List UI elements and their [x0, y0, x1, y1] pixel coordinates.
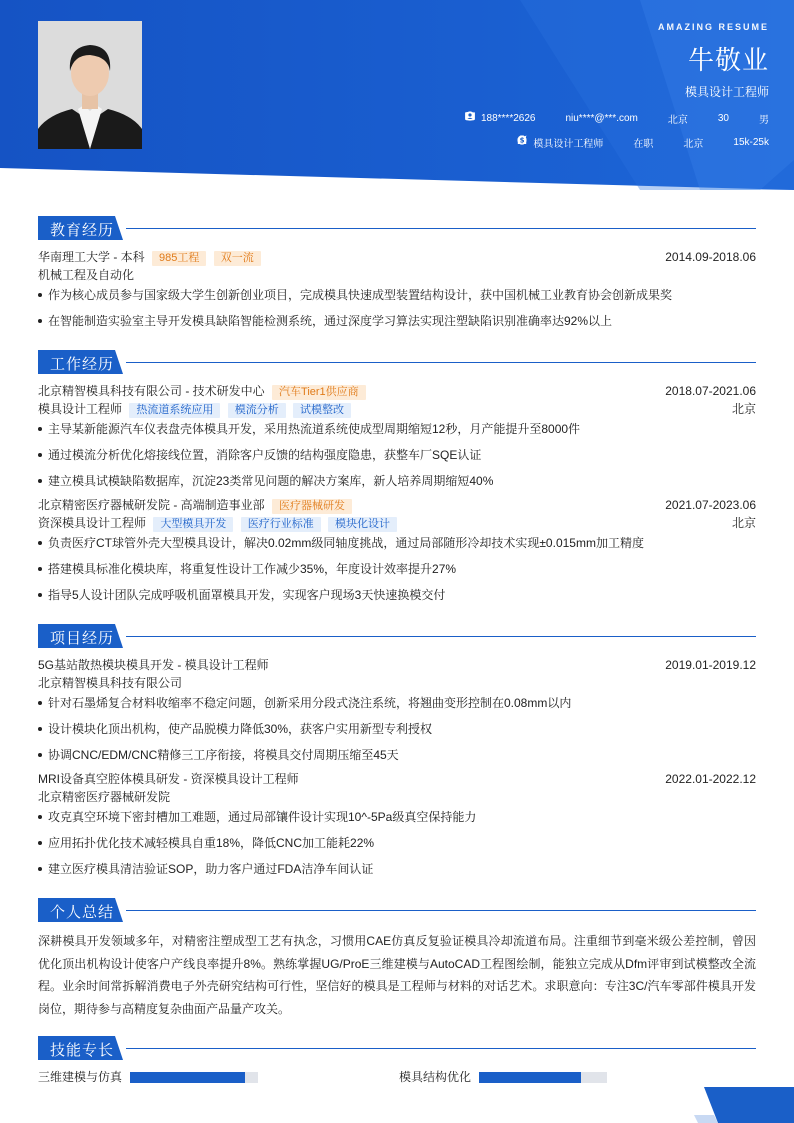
section-projects-heading: 项目经历 [38, 624, 756, 648]
work-bullet: 建立模具试模缺陷数据库，沉淀23类常见问题的解决方案库，新人培养周期缩短40% [38, 473, 756, 489]
skill-bar-fill [479, 1072, 581, 1083]
briefcase-icon [617, 138, 627, 148]
work-role: 模具设计工程师 热流道系统应用 模流分析 试模整改 北京 [38, 402, 756, 416]
role-tag: 医疗行业标准 [241, 517, 321, 532]
skill-item [399, 1070, 607, 1084]
summary-text: 深耕模具开发领域多年，对精密注塑成型工艺有执念，习惯用CAE仿真反复验证模具冷却流道布局。注重细节到毫米级公差控制，曾因优化顶出机构设计使客户产线良率提升8%。熟练掌握UG/ProE三维建模与AutoCAD工程图绘制，能独立完成从Dfm评审到试模整改全流程。业余时间常拆解消费电子外壳研究结构可行性，坚信好的模具是工程师与材料的对话艺术。求职意向：专注3C/汽车零部件模具开发岗位，期待参与高精度复杂曲面产品量产攻关。 [38, 934, 756, 1016]
education-major: 机械工程及自动化 [38, 268, 135, 282]
work-city: 北京 [731, 402, 756, 416]
project-bullet: 建立医疗模具清洁验证SOP，助力客户通过FDA洁净车间认证 [38, 861, 756, 877]
work-date: 2018.07-2021.06 [665, 384, 756, 398]
info-target-city: 北京 [667, 135, 703, 150]
avatar [38, 21, 142, 149]
section-divider [126, 1048, 756, 1049]
info-age: 30 [702, 113, 729, 124]
section-education-heading: 教育经历 [38, 216, 756, 240]
project-date: 2019.01-2019.12 [665, 658, 756, 672]
section-skills-heading: 技能专长 [38, 1036, 756, 1060]
company-tag: 汽车Tier1供应商 [272, 385, 366, 400]
info-city: 北京 [652, 111, 688, 126]
section-divider [126, 636, 756, 637]
role-tag: 试模整改 [293, 403, 351, 418]
school-name: 华南理工大学 - 本科 [38, 250, 145, 264]
work-company: 北京精密医疗器械研发院 - 高端制造事业部 医疗器械研发 2021.07-2023.06 [38, 498, 756, 512]
work-date: 2021.07-2023.06 [665, 498, 756, 512]
svg-text:$: $ [519, 136, 525, 145]
info-email: niu****@***.com [549, 113, 637, 124]
section-divider [126, 362, 756, 363]
cake-icon [702, 114, 712, 124]
education-bullet: 在智能制造实验室主导开发模具缺陷智能检测系统，通过深度学习算法实现注塑缺陷识别准确率达92%以上 [38, 313, 756, 329]
project-org: 北京精智模具科技有限公司 [38, 676, 183, 690]
project-bullet: 针对石墨烯复合材料收缩率不稳定问题，创新采用分段式浇注系统，将翘曲变形控制在0.08mm以内 [38, 695, 756, 711]
project-bullet: 攻克真空环境下密封槽加工难题，通过局部镶件设计实现10^-5Pa级真空保持能力 [38, 809, 756, 825]
skill-bar [479, 1072, 607, 1083]
info-phone: 188****2626 [465, 113, 536, 124]
project-org: 北京精密医疗器械研发院 [38, 790, 171, 804]
candidate-name: 牛敬业 [687, 45, 769, 75]
work-company: 北京精智模具科技有限公司 - 技术研发中心 汽车Tier1供应商 2018.07-2021.06 [38, 384, 756, 398]
project-title: 5G基站散热模块模具开发 - 模具设计工程师 2019.01-2019.12 [38, 658, 756, 672]
project-bullet: 应用拓扑优化技术减轻模具自重18%，降低CNC加工能耗22% [38, 835, 756, 851]
project-bullet: 设计模块化顶出机构，使产品脱模力降低30%，获客户实用新型专利授权 [38, 721, 756, 737]
home-icon [652, 114, 662, 124]
role-tag: 模块化设计 [328, 517, 397, 532]
info-target-role: 模具设计工程师 [517, 135, 603, 150]
location-icon [667, 138, 677, 148]
mail-icon [549, 114, 559, 124]
corner-decoration [694, 1087, 794, 1123]
education-date: 2014.09-2018.06 [665, 250, 756, 264]
skill-bar-fill [130, 1072, 245, 1083]
user-icon [743, 114, 753, 124]
work-role: 资深模具设计工程师 大型模具开发 医疗行业标准 模块化设计 北京 [38, 516, 756, 530]
work-bullet: 通过模流分析优化熔接线位置，消除客户反馈的结构强度隐患，获整车厂SQE认证 [38, 447, 756, 463]
skill-name: 三维建模与仿真 [38, 1070, 123, 1084]
resume-tagline: AMAZING RESUME [658, 22, 769, 32]
education-header [38, 249, 756, 266]
role-tag: 大型模具开发 [153, 517, 233, 532]
work-bullet: 指导5人设计团队完成呼吸机面罩模具开发，实现客户现场3天快速换模交付 [38, 587, 756, 603]
section-divider [126, 910, 756, 911]
work-bullet: 主导某新能源汽车仪表盘壳体模具开发，采用热流道系统使成型周期缩短12秒，月产能提升至8000件 [38, 421, 756, 437]
profile-photo [38, 21, 142, 149]
contact-row [465, 111, 769, 126]
project-date: 2022.01-2022.12 [665, 772, 756, 786]
work-bullet: 搭建模具标准化模块库，将重复性设计工作减少35%，年度设计效率提升27% [38, 561, 756, 577]
work-city: 北京 [731, 516, 756, 530]
project-bullet: 协调CNC/EDM/CNC精修三工序衔接，将模具交付周期压缩至45天 [38, 747, 756, 763]
project-title: MRI设备真空腔体模具研发 - 资深模具设计工程师 2022.01-2022.12 [38, 772, 756, 786]
role-tag: 模流分析 [228, 403, 286, 418]
role-tag: 热流道系统应用 [129, 403, 220, 418]
header-banner [0, 0, 794, 215]
section-work-heading: 工作经历 [38, 350, 756, 374]
work-bullet: 负责医疗CT球管外壳大型模具设计，解决0.02mm级同轴度挑战，通过局部随形冷却技术实现±0.015mm加工精度 [38, 535, 756, 551]
school-tag: 985工程 [152, 251, 206, 266]
info-status: 在职 [617, 135, 653, 150]
candidate-job-title: 模具设计工程师 [684, 85, 769, 99]
section-divider [126, 228, 756, 229]
company-tag: 医疗器械研发 [272, 499, 352, 514]
skill-name: 模具结构优化 [399, 1070, 472, 1084]
section-summary-heading: 个人总结 [38, 898, 756, 922]
info-gender: 男 [743, 111, 769, 126]
info-salary: $ 15k-25k [717, 137, 769, 148]
skill-item [38, 1070, 258, 1084]
job-intent-row [517, 135, 769, 150]
skill-bar [130, 1072, 258, 1083]
education-bullet: 作为核心成员参与国家级大学生创新创业项目，完成模具快速成型装置结构设计，获中国机械工业教育协会创新成果奖 [38, 287, 756, 303]
school-tag: 双一流 [214, 251, 261, 266]
header-identity [658, 22, 769, 100]
